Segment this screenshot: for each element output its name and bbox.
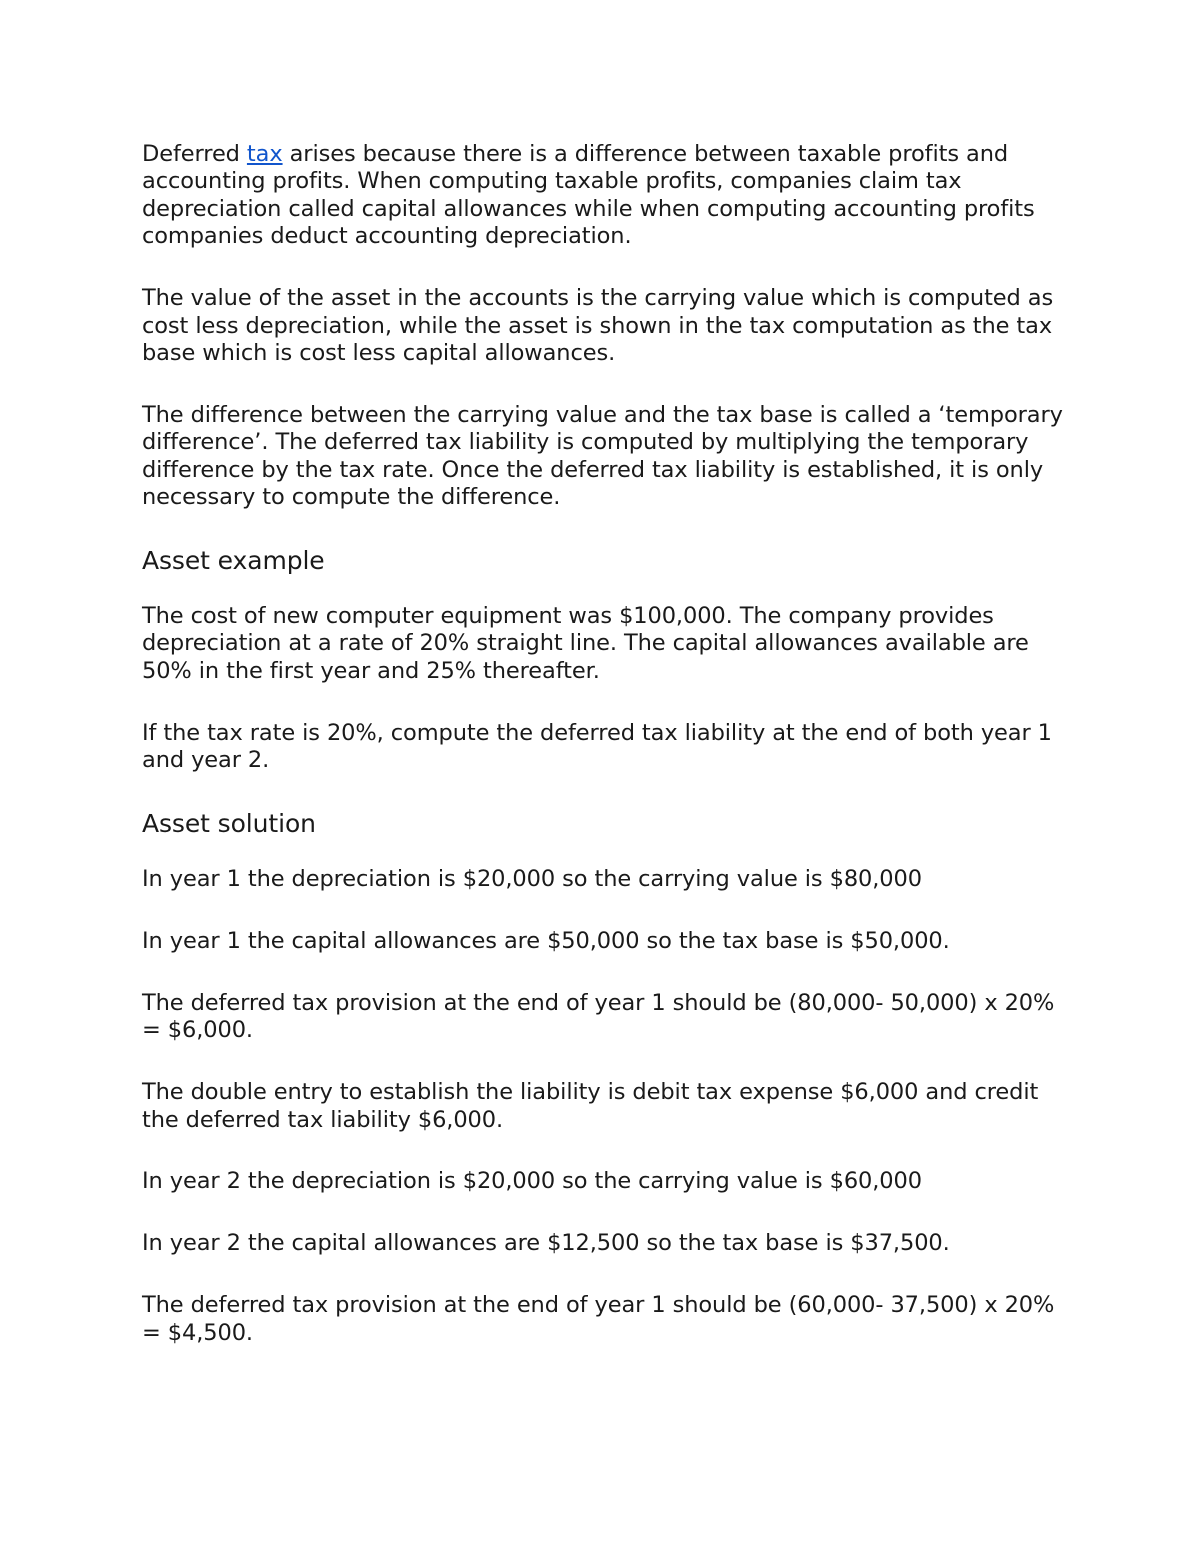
- tax-link[interactable]: tax: [246, 141, 283, 167]
- solution-step: The double entry to establish the liability is debit tax expense $6,000 and credit the deferred tax liability $6,000.: [142, 1079, 1039, 1133]
- paragraph-intro: [142, 141, 1072, 251]
- heading-asset-solution: Asset solution: [142, 809, 316, 838]
- intro-text-after-link: arises because there is a difference between taxable profits and accounting profits. When computing taxable profits, companies claim tax depreciation called capital allowances while when computing accounting profits companies deduct accounting depreciation.: [142, 141, 1035, 250]
- solution-step: In year 2 the depreciation is $20,000 so the carrying value is $60,000: [142, 1168, 922, 1195]
- solution-step: The deferred tax provision at the end of year 1 should be (80,000- 50,000) x 20% = $6,000.: [142, 989, 1055, 1044]
- intro-text-before-link: Deferred: [142, 141, 247, 167]
- solution-step: In year 1 the depreciation is $20,000 so the carrying value is $80,000: [142, 866, 922, 892]
- paragraph-example-question: If the tax rate is 20%, compute the deferred tax liability at the end of both year 1 and year 2.: [142, 719, 1052, 774]
- document-body: [142, 141, 1072, 1382]
- paragraph-carrying-value: The value of the asset in the accounts is the carrying value which is computed as cost less depreciation, while the asset is shown in the tax computation as the tax base which is cost less capital allowances.: [142, 285, 1054, 366]
- solution-step: In year 2 the capital allowances are $12,500 so the tax base is $37,500.: [142, 1230, 950, 1257]
- paragraph-example-cost: The cost of new computer equipment was $100,000. The company provides depreciation at a rate of 20% straight line. The capital allowances available are 50% in the first year and 25% thereafter.: [142, 602, 1029, 684]
- heading-asset-example: Asset example: [142, 545, 325, 575]
- solution-step: In year 1 the capital allowances are $50,000 so the tax base is $50,000.: [142, 927, 950, 954]
- solution-step: The deferred tax provision at the end of year 1 should be (60,000- 37,500) x 20% = $4,500.: [142, 1292, 1055, 1346]
- paragraph-temporary-difference: The difference between the carrying value and the tax base is called a ‘temporary difference’. The deferred tax liability is computed by multiplying the temporary difference by the tax rate. Once the deferred tax liability is established, it is only necessary to compute the difference.: [142, 401, 1063, 511]
